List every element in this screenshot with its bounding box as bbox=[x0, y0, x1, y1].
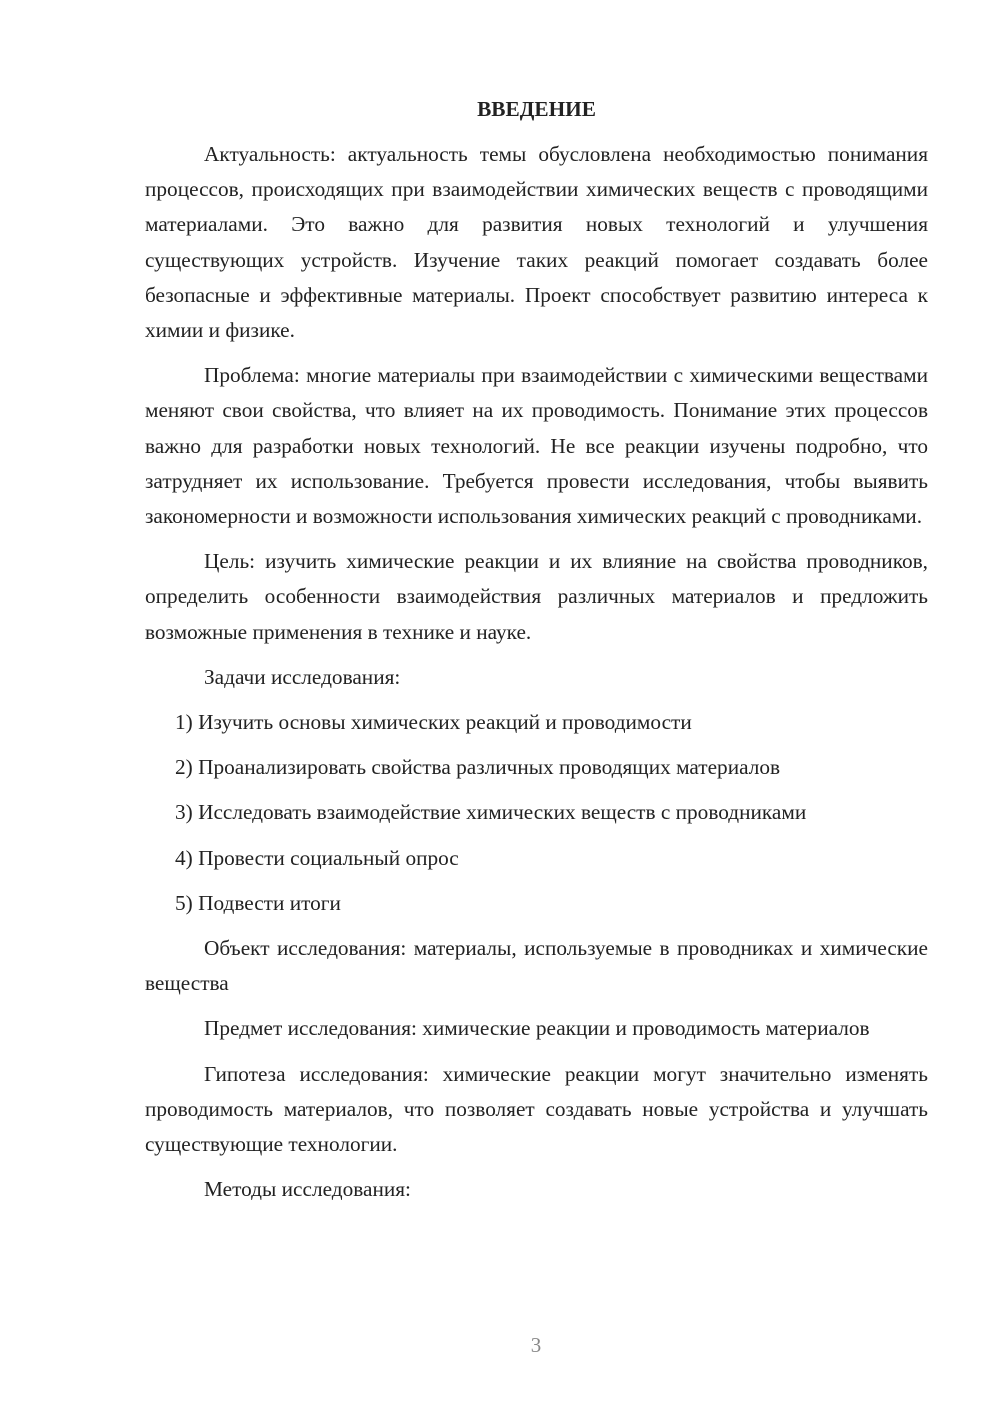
page-content bbox=[145, 92, 928, 1217]
page-number: 3 bbox=[530, 1333, 542, 1357]
list-item: 5) Подвести итоги bbox=[175, 890, 341, 915]
list-item: 2) Проанализировать свойства различных проводящих материалов bbox=[175, 755, 781, 780]
tasks-heading: Задачи исследования: bbox=[204, 664, 401, 689]
relevance-paragraph: Актуальность: актуальность темы обусловлена необходимостью понимания процессов, происходящих при взаимодействии химических веществ с проводящими материалами. Это важно для развития новых технологий и улучшения существующих устройств. Изучение таких реакций помогает создавать более безопасные и эффективные материалы. Проект способствует развитию интереса к химии и физике. bbox=[145, 142, 928, 343]
list-item: 1) Изучить основы химических реакций и проводимости bbox=[175, 710, 692, 735]
object-paragraph: Объект исследования: материалы, используемые в проводниках и химические вещества bbox=[145, 936, 928, 996]
list-item: 4) Провести социальный опрос bbox=[175, 845, 459, 870]
methods-heading: Методы исследования: bbox=[204, 1177, 411, 1202]
hypothesis-paragraph: Гипотеза исследования: химические реакции могут значительно изменять проводимость материалов, что позволяет создавать новые устройства и улучшать существующие технологии. bbox=[145, 1061, 928, 1157]
problem-paragraph: Проблема: многие материалы при взаимодействии с химическими веществами меняют свои свойства, что влияет на их проводимость. Понимание этих процессов важно для разработки новых технологий. Не все реакции изучены подробно, что затрудняет их использование. Требуется провести исследования, чтобы выявить закономерности и возможности использования химических реакций с проводниками. bbox=[145, 363, 928, 529]
section-title: ВВЕДЕНИЕ bbox=[477, 97, 596, 121]
subject-paragraph: Предмет исследования: химические реакции и проводимость материалов bbox=[204, 1016, 870, 1041]
goal-paragraph: Цель: изучить химические реакции и их влияние на свойства проводников, определить особенности взаимодействия различных материалов и предложить возможные применения в технике и науке. bbox=[145, 549, 928, 644]
tasks-list bbox=[145, 705, 928, 921]
list-item: 3) Исследовать взаимодействие химических веществ с проводниками bbox=[175, 800, 807, 825]
